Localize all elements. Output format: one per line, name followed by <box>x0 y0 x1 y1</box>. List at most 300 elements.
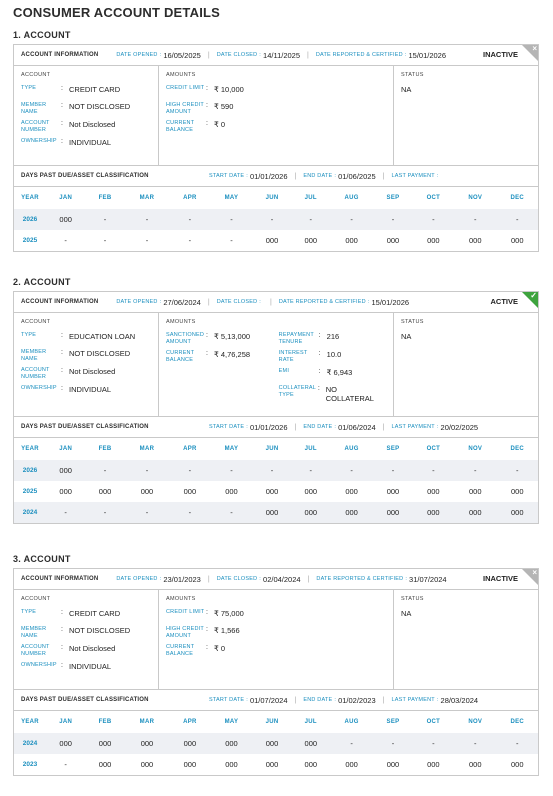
repayment-tenure-label: REPAYMENT TENURE <box>278 332 314 345</box>
date-reported-label: DATE REPORTED & CERTIFIED <box>315 52 403 58</box>
member-name-value: NOT DISCLOSED <box>69 626 131 635</box>
current-balance-value: ₹ 0 <box>214 644 226 653</box>
dpd-cell: 000 <box>469 487 482 496</box>
dpd-cell: - <box>496 733 538 754</box>
dpd-cell: - <box>169 209 210 230</box>
dpd-cell: 000 <box>510 760 524 769</box>
start-date-value: 01/01/2026 <box>249 171 288 181</box>
dpd-cell: 000 <box>169 733 210 754</box>
account-card <box>13 291 539 524</box>
dpd-cell: 000 <box>427 236 440 245</box>
month-header: OCT <box>426 719 441 725</box>
dpd-cell: 000 <box>427 487 440 496</box>
member-name-label: MEMBER NAME <box>21 102 47 115</box>
sanctioned-amount-value: ₹ 5,13,000 <box>214 332 251 341</box>
end-date-label: END DATE <box>303 424 333 430</box>
current-balance-row: CURRENT BALANCE : ₹ 0 <box>166 644 226 657</box>
dpd-cell: 000 <box>469 236 482 245</box>
dpd-row <box>14 733 538 754</box>
dpd-cell: - <box>64 236 67 245</box>
type-label: TYPE <box>21 332 37 338</box>
dpd-cell: 000 <box>469 760 482 769</box>
account-info-bar: ACCOUNT INFORMATION DATE OPENED : 23/01/2023 | DATE CLOSED : 02/04/2024 | DATE REPORTED & CERTIFIED : 31/07/2024 INACTIVE × <box>14 569 538 590</box>
dpd-cell: - <box>211 460 253 481</box>
dpd-cell: - <box>169 460 210 481</box>
month-header: MAY <box>224 195 239 201</box>
collateral-type-row: COLLATERAL TYPE : NO COLLATERAL <box>279 385 386 403</box>
current-balance-label: CURRENT BALANCE <box>166 350 195 363</box>
member-name-row: MEMBER NAME : NOT DISCLOSED <box>21 102 131 115</box>
dpd-cell: 000 <box>225 487 238 496</box>
amounts-column <box>159 590 394 689</box>
status-value: NA <box>401 609 412 618</box>
page-title: CONSUMER ACCOUNT DETAILS <box>13 5 221 20</box>
account-heading: ACCOUNT <box>21 596 51 602</box>
dpd-cell: - <box>413 460 454 481</box>
type-row: TYPE : EDUCATION LOAN <box>21 332 136 341</box>
ownership-row: OWNERSHIP : INDIVIDUAL <box>21 138 112 147</box>
month-header: AUG <box>344 446 359 452</box>
account-card <box>13 44 539 252</box>
month-header: AUG <box>344 719 359 725</box>
month-header: FEB <box>98 195 112 201</box>
dpd-cell: - <box>230 236 233 245</box>
date-opened-label: DATE OPENED <box>116 299 158 305</box>
account-heading: ACCOUNT <box>21 72 51 78</box>
type-value: CREDIT CARD <box>69 85 121 94</box>
dpd-header-row <box>14 187 538 209</box>
year-header: YEAR <box>21 719 39 725</box>
account-number-label: ACCOUNT NUMBER <box>21 367 50 380</box>
account-number-row: ACCOUNT NUMBER : Not Disclosed <box>21 120 116 133</box>
member-name-value: NOT DISCLOSED <box>69 349 131 358</box>
month-header: MAY <box>224 719 239 725</box>
ownership-label: OWNERSHIP <box>21 138 57 144</box>
dpd-cell: 000 <box>183 760 197 769</box>
ownership-row: OWNERSHIP : INDIVIDUAL <box>21 385 112 394</box>
account-column <box>14 313 159 416</box>
dpd-cell: - <box>85 502 124 523</box>
dpd-cell: - <box>454 733 496 754</box>
dpd-cell: - <box>211 502 253 523</box>
dpd-cell: 000 <box>98 760 112 769</box>
month-header: MAY <box>224 446 239 452</box>
high-credit-amount-label: HIGH CREDIT AMOUNT <box>166 626 204 639</box>
account-column <box>14 590 159 689</box>
current-balance-value: ₹ 4,76,258 <box>214 350 251 359</box>
member-name-value: NOT DISCLOSED <box>69 102 131 111</box>
start-date-label: START DATE <box>209 424 245 430</box>
dpd-cell: - <box>103 236 107 245</box>
dpd-cell: - <box>454 209 496 230</box>
account-section <box>13 277 539 524</box>
dpd-cell: - <box>211 209 253 230</box>
credit-limit-value: ₹ 75,000 <box>214 609 244 618</box>
dpd-cell: 000 <box>330 502 373 523</box>
dpd-cell: 000 <box>304 236 318 245</box>
month-header: OCT <box>426 446 441 452</box>
repayment-tenure-value: 216 <box>326 332 340 341</box>
date-closed-label: DATE CLOSED <box>216 52 258 58</box>
credit-limit-label: CREDIT LIMIT <box>166 85 205 91</box>
start-date-value: 01/01/2026 <box>249 422 288 432</box>
type-row: TYPE : CREDIT CARD <box>21 609 121 618</box>
account-info-bar: ACCOUNT INFORMATION DATE OPENED : 16/05/2025 | DATE CLOSED : 14/11/2025 | DATE REPORTED & CERTIFIED : 15/01/2026 INACTIVE × <box>14 45 538 66</box>
month-header: MAR <box>139 719 155 725</box>
status-heading: STATUS <box>401 596 424 602</box>
close-icon: × <box>532 45 537 53</box>
member-name-label: MEMBER NAME <box>21 626 47 639</box>
date-reported-value: 31/07/2024 <box>409 574 447 584</box>
high-credit-amount-row: HIGH CREDIT AMOUNT : ₹ 590 <box>166 102 234 115</box>
credit-limit-row: CREDIT LIMIT : ₹ 75,000 <box>166 609 244 618</box>
dpd-cell: - <box>496 460 538 481</box>
member-name-row: MEMBER NAME : NOT DISCLOSED <box>21 626 131 639</box>
account-number-label: ACCOUNT NUMBER <box>21 120 50 133</box>
amounts-column <box>159 66 394 165</box>
dpd-cell: - <box>125 460 169 481</box>
high-credit-amount-label: HIGH CREDIT AMOUNT <box>166 102 204 115</box>
account-info-label: ACCOUNT INFORMATION <box>21 576 99 582</box>
date-opened-label: DATE OPENED <box>116 576 158 582</box>
month-header: SEP <box>386 719 400 725</box>
account-title: 3. ACCOUNT <box>13 554 71 564</box>
date-opened-value: 23/01/2023 <box>163 574 201 584</box>
status-column <box>394 313 538 416</box>
dpd-cell: - <box>373 209 412 230</box>
month-header: JAN <box>59 719 73 725</box>
type-value: CREDIT CARD <box>69 609 121 618</box>
month-header: SEP <box>386 195 400 201</box>
ownership-value: INDIVIDUAL <box>69 662 112 671</box>
type-row: TYPE : CREDIT CARD <box>21 85 121 94</box>
dpd-cell: 000 <box>140 487 154 496</box>
ownership-label: OWNERSHIP <box>21 385 57 391</box>
account-info-label: ACCOUNT INFORMATION <box>21 52 99 58</box>
dpd-cell: 000 <box>140 760 154 769</box>
interest-rate-label: INTEREST RATE <box>278 350 308 363</box>
dpd-row <box>14 230 538 251</box>
start-date-label: START DATE <box>209 173 245 179</box>
dpd-title: DAYS PAST DUE/ASSET CLASSIFICATION <box>21 173 149 179</box>
month-header: APR <box>183 195 197 201</box>
start-date-label: START DATE <box>209 697 245 703</box>
current-balance-row: CURRENT BALANCE : ₹ 0 <box>166 120 226 133</box>
type-value: EDUCATION LOAN <box>69 332 136 341</box>
account-title: 1. ACCOUNT <box>13 30 71 40</box>
dpd-cell: 000 <box>386 760 400 769</box>
dpd-title: DAYS PAST DUE/ASSET CLASSIFICATION <box>21 697 149 703</box>
month-header: MAR <box>139 195 155 201</box>
status-column <box>394 590 538 689</box>
date-opened-value: 27/06/2024 <box>163 297 201 307</box>
status-heading: STATUS <box>401 319 424 325</box>
status-value: NA <box>401 332 412 341</box>
dpd-cell: - <box>188 236 192 245</box>
dpd-year: 2025 <box>22 237 38 244</box>
collateral-type-value: NO COLLATERAL <box>325 385 374 403</box>
date-closed-label: DATE CLOSED <box>216 576 258 582</box>
dpd-cell: 000 <box>59 487 72 496</box>
month-header: JUN <box>265 446 279 452</box>
member-name-label: MEMBER NAME <box>21 349 47 362</box>
dpd-header-row <box>14 438 538 460</box>
dpd-cell: 000 <box>427 760 440 769</box>
dpd-cell: 000 <box>252 502 291 523</box>
dpd-cell: - <box>169 502 210 523</box>
dpd-cell: 000 <box>386 487 400 496</box>
dpd-cell: 000 <box>265 487 279 496</box>
emi-row: EMI : ₹ 6,943 <box>278 368 353 377</box>
dpd-cell: 000 <box>304 487 318 496</box>
last-payment-label: LAST PAYMENT <box>391 173 435 179</box>
ownership-row: OWNERSHIP : INDIVIDUAL <box>21 662 112 671</box>
month-header: SEP <box>386 446 400 452</box>
collateral-type-label: COLLATERAL TYPE <box>278 385 316 398</box>
amounts-heading: AMOUNTS <box>166 72 196 78</box>
dpd-table <box>14 711 538 775</box>
account-detail <box>14 590 538 690</box>
date-opened-label: DATE OPENED <box>116 52 158 58</box>
account-number-value: Not Disclosed <box>69 367 116 376</box>
last-payment-value: 20/02/2025 <box>440 422 479 432</box>
dpd-bar: DAYS PAST DUE/ASSET CLASSIFICATION START DATE : 01/01/2026 | END DATE : 01/06/2024 | LAST PAYMENT : 20/02/2025 <box>14 417 538 438</box>
date-closed-value: 02/04/2024 <box>263 574 301 584</box>
credit-limit-value: ₹ 10,000 <box>214 85 244 94</box>
type-label: TYPE <box>21 85 37 91</box>
dpd-cell: 000 <box>292 502 330 523</box>
dpd-cell: - <box>292 460 330 481</box>
dpd-cell: 000 <box>386 236 400 245</box>
type-label: TYPE <box>21 609 37 615</box>
dpd-bar: DAYS PAST DUE/ASSET CLASSIFICATION START DATE : 01/07/2024 | END DATE : 01/02/2023 | LAST PAYMENT : 28/03/2024 <box>14 690 538 711</box>
amounts-heading: AMOUNTS <box>166 319 196 325</box>
month-header: NOV <box>468 195 483 201</box>
check-icon: ✓ <box>530 292 537 300</box>
dpd-cell: - <box>292 209 330 230</box>
dpd-cell: - <box>330 733 373 754</box>
dpd-cell: - <box>413 733 454 754</box>
dpd-cell: - <box>85 209 124 230</box>
dpd-cell: - <box>330 460 373 481</box>
dpd-cell: 000 <box>252 733 291 754</box>
member-name-row: MEMBER NAME : NOT DISCLOSED <box>21 349 131 362</box>
date-reported-value: 15/01/2026 <box>371 297 410 307</box>
amounts-heading: AMOUNTS <box>166 596 196 602</box>
current-balance-value: ₹ 0 <box>214 120 226 129</box>
date-reported-label: DATE REPORTED & CERTIFIED <box>316 576 404 582</box>
dpd-cell: 000 <box>46 209 85 230</box>
ownership-value: INDIVIDUAL <box>69 138 112 147</box>
repayment-tenure-row: REPAYMENT TENURE : 216 <box>278 332 340 345</box>
status-column <box>394 66 538 165</box>
month-header: NOV <box>468 446 483 452</box>
dpd-cell: 000 <box>454 502 496 523</box>
status-badge: ACTIVE <box>490 297 518 306</box>
account-number-label: ACCOUNT NUMBER <box>21 644 50 657</box>
dpd-title: DAYS PAST DUE/ASSET CLASSIFICATION <box>21 424 149 430</box>
interest-rate-value: 10.0 <box>326 350 342 359</box>
dpd-cell: 000 <box>225 760 238 769</box>
dpd-cell: 000 <box>46 733 85 754</box>
month-header: JUL <box>304 719 317 725</box>
dpd-year: 2025 <box>22 488 38 495</box>
sanctioned-amount-row: SANCTIONED AMOUNT : ₹ 5,13,000 <box>166 332 251 345</box>
date-reported-label: DATE REPORTED & CERTIFIED <box>278 299 366 305</box>
account-info-label: ACCOUNT INFORMATION <box>21 299 99 305</box>
dpd-cell: 000 <box>496 502 538 523</box>
month-header: DEC <box>510 446 525 452</box>
month-header: JUN <box>265 719 279 725</box>
dpd-row <box>14 481 538 502</box>
dpd-cell: 000 <box>183 487 197 496</box>
dpd-cell: - <box>125 502 169 523</box>
status-badge: INACTIVE <box>482 574 518 583</box>
dpd-year: 2026 <box>14 209 46 230</box>
status-heading: STATUS <box>401 72 424 78</box>
current-balance-label: CURRENT BALANCE <box>166 644 195 657</box>
dpd-row <box>14 209 538 230</box>
dpd-year: 2026 <box>14 460 46 481</box>
emi-value: ₹ 6,943 <box>326 368 353 377</box>
dpd-cell: 000 <box>345 487 358 496</box>
year-header: YEAR <box>21 195 39 201</box>
month-header: FEB <box>98 446 112 452</box>
account-number-value: Not Disclosed <box>69 644 116 653</box>
end-date-value: 01/06/2025 <box>338 171 376 181</box>
month-header: FEB <box>98 719 112 725</box>
dpd-row <box>14 502 538 523</box>
dpd-cell: 000 <box>510 487 524 496</box>
dpd-cell: 000 <box>265 760 279 769</box>
dpd-cell: 000 <box>125 733 169 754</box>
month-header: MAR <box>139 446 155 452</box>
date-reported-value: 15/01/2026 <box>408 50 447 60</box>
high-credit-amount-row: HIGH CREDIT AMOUNT : ₹ 1,566 <box>166 626 240 639</box>
current-balance-label: CURRENT BALANCE <box>166 120 195 133</box>
dpd-cell: 000 <box>510 236 524 245</box>
dpd-cell: - <box>496 209 538 230</box>
account-detail <box>14 66 538 166</box>
end-date-value: 01/02/2023 <box>338 695 376 705</box>
emi-label: EMI <box>278 368 290 374</box>
dpd-cell: 000 <box>304 760 318 769</box>
dpd-cell: 000 <box>345 760 358 769</box>
month-header: JUL <box>304 195 317 201</box>
dpd-cell: 000 <box>211 733 253 754</box>
high-credit-amount-value: ₹ 590 <box>214 102 234 111</box>
last-payment-value: 28/03/2024 <box>440 695 479 705</box>
dpd-cell: 000 <box>46 460 85 481</box>
dpd-bar: DAYS PAST DUE/ASSET CLASSIFICATION START DATE : 01/01/2026 | END DATE : 01/06/2025 | LAST PAYMENT : <box>14 166 538 187</box>
account-title: 2. ACCOUNT <box>13 277 71 287</box>
dpd-cell: 000 <box>265 236 279 245</box>
account-number-row: ACCOUNT NUMBER : Not Disclosed <box>21 644 116 657</box>
month-header: DEC <box>510 719 525 725</box>
dpd-cell: 000 <box>85 733 124 754</box>
account-detail <box>14 313 538 417</box>
account-info-bar: ACCOUNT INFORMATION DATE OPENED : 27/06/2024 | DATE CLOSED : | DATE REPORTED & CERTIFIED : 15/01/2026 ACTIVE ✓ <box>14 292 538 313</box>
close-icon: × <box>532 569 537 577</box>
dpd-cell: - <box>145 236 149 245</box>
account-section <box>13 554 539 776</box>
dpd-header-row <box>14 711 538 733</box>
dpd-year: 2023 <box>22 761 38 768</box>
account-number-row: ACCOUNT NUMBER : Not Disclosed <box>21 367 116 380</box>
dpd-cell: - <box>413 209 454 230</box>
dpd-cell: 000 <box>98 487 112 496</box>
dpd-year: 2024 <box>14 502 46 523</box>
month-header: AUG <box>344 195 359 201</box>
month-header: JAN <box>59 446 73 452</box>
month-header: APR <box>183 446 197 452</box>
last-payment-label: LAST PAYMENT <box>391 697 435 703</box>
end-date-value: 01/06/2024 <box>338 422 376 432</box>
dpd-cell: 000 <box>373 502 412 523</box>
ownership-label: OWNERSHIP <box>21 662 57 668</box>
date-closed-label: DATE CLOSED <box>216 299 258 305</box>
end-date-label: END DATE <box>303 697 333 703</box>
dpd-cell: - <box>454 460 496 481</box>
dpd-cell: - <box>330 209 373 230</box>
amounts-column <box>159 313 394 416</box>
current-balance-row: CURRENT BALANCE : ₹ 4,76,258 <box>166 350 251 363</box>
month-header: JUL <box>304 446 317 452</box>
dpd-cell: - <box>252 209 291 230</box>
year-header: YEAR <box>21 446 39 452</box>
status-value: NA <box>401 85 412 94</box>
dpd-row <box>14 460 538 481</box>
dpd-cell: 000 <box>345 236 358 245</box>
month-header: JAN <box>59 195 73 201</box>
dpd-cell: - <box>373 460 412 481</box>
dpd-cell: 000 <box>292 733 330 754</box>
month-header: OCT <box>426 195 441 201</box>
month-header: DEC <box>510 195 525 201</box>
dpd-cell: 000 <box>413 502 454 523</box>
high-credit-amount-value: ₹ 1,566 <box>214 626 240 635</box>
date-opened-value: 16/05/2025 <box>163 50 201 60</box>
account-section <box>13 30 539 252</box>
account-column <box>14 66 159 165</box>
dpd-cell: - <box>252 460 291 481</box>
dpd-year: 2024 <box>14 733 46 754</box>
account-heading: ACCOUNT <box>21 319 51 325</box>
dpd-cell: - <box>46 502 85 523</box>
dpd-table <box>14 438 538 523</box>
dpd-table <box>14 187 538 251</box>
dpd-cell: - <box>85 460 124 481</box>
end-date-label: END DATE <box>303 173 333 179</box>
month-header: NOV <box>468 719 483 725</box>
dpd-cell: - <box>373 733 412 754</box>
account-card <box>13 568 539 776</box>
dpd-cell: - <box>125 209 169 230</box>
ownership-value: INDIVIDUAL <box>69 385 112 394</box>
date-closed-value: 14/11/2025 <box>263 50 301 60</box>
start-date-value: 01/07/2024 <box>249 695 288 705</box>
dpd-row <box>14 754 538 775</box>
last-payment-label: LAST PAYMENT <box>391 424 435 430</box>
credit-limit-label: CREDIT LIMIT <box>166 609 205 615</box>
interest-rate-row: INTEREST RATE : 10.0 <box>278 350 342 363</box>
account-number-value: Not Disclosed <box>69 120 116 129</box>
sanctioned-amount-label: SANCTIONED AMOUNT <box>166 332 205 345</box>
status-badge: INACTIVE <box>482 50 518 59</box>
month-header: APR <box>183 719 197 725</box>
credit-limit-row: CREDIT LIMIT : ₹ 10,000 <box>166 85 244 94</box>
dpd-cell: - <box>64 760 67 769</box>
